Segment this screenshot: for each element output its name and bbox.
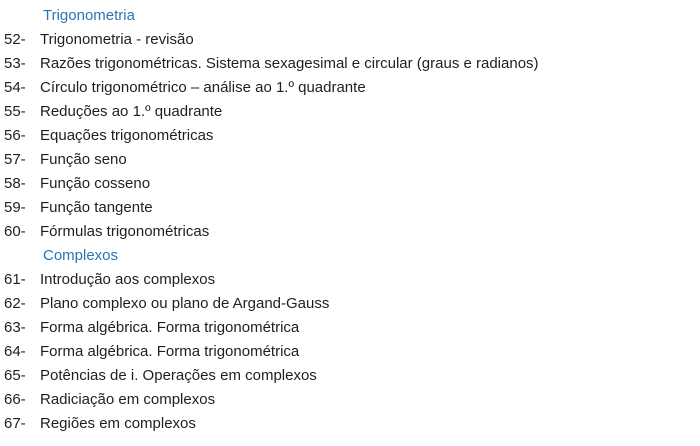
item-number: 65- [4,367,26,384]
item-text: Reduções ao 1.º quadrante [40,103,223,120]
item-number: 64- [4,343,26,360]
list-item [0,172,700,196]
item-number: 59- [4,199,26,216]
list-item [0,196,700,220]
item-number: 52- [4,31,26,48]
item-text: Círculo trigonométrico – análise ao 1.º quadrante [40,79,366,96]
item-text: Equações trigonométricas [40,127,214,144]
item-text: Fórmulas trigonométricas [40,223,210,240]
item-number: 57- [4,151,26,168]
item-number: 61- [4,271,26,288]
list-item [0,292,700,316]
list-item [0,316,700,340]
item-number: 67- [4,415,26,432]
item-text: Radiciação em complexos [40,391,216,408]
item-number: 62- [4,295,26,312]
item-text: Regiões em complexos [40,415,196,432]
section-heading-complexos: Complexos [43,247,119,264]
list-item [0,76,700,100]
item-number: 53- [4,55,26,72]
item-number: 60- [4,223,26,240]
list-item [0,52,700,76]
item-number: 56- [4,127,26,144]
list-item [0,28,700,52]
item-text: Forma algébrica. Forma trigonométrica [40,343,300,360]
item-text: Potências de i. Operações em complexos [40,367,317,384]
list-item [0,412,700,436]
list-item [0,268,700,292]
item-number: 54- [4,79,26,96]
list-item [0,220,700,244]
item-number: 66- [4,391,26,408]
list-item [0,364,700,388]
list-item [0,100,700,124]
section-heading-trigonometria: Trigonometria [43,7,135,24]
item-number: 58- [4,175,26,192]
list-item [0,388,700,412]
item-text: Função tangente [40,199,153,216]
item-text: Forma algébrica. Forma trigonométrica [40,319,300,336]
item-text: Trigonometria - revisão [40,31,194,48]
item-text: Introdução aos complexos [40,271,216,288]
list-item [0,340,700,364]
list-item [0,124,700,148]
item-text: Função seno [40,151,127,168]
item-text: Razões trigonométricas. Sistema sexagesimal e circular (graus e radianos) [40,55,539,72]
item-text: Plano complexo ou plano de Argand-Gauss [40,295,330,312]
list-item [0,148,700,172]
item-text: Função cosseno [40,175,151,192]
item-number: 55- [4,103,26,120]
item-number: 63- [4,319,26,336]
